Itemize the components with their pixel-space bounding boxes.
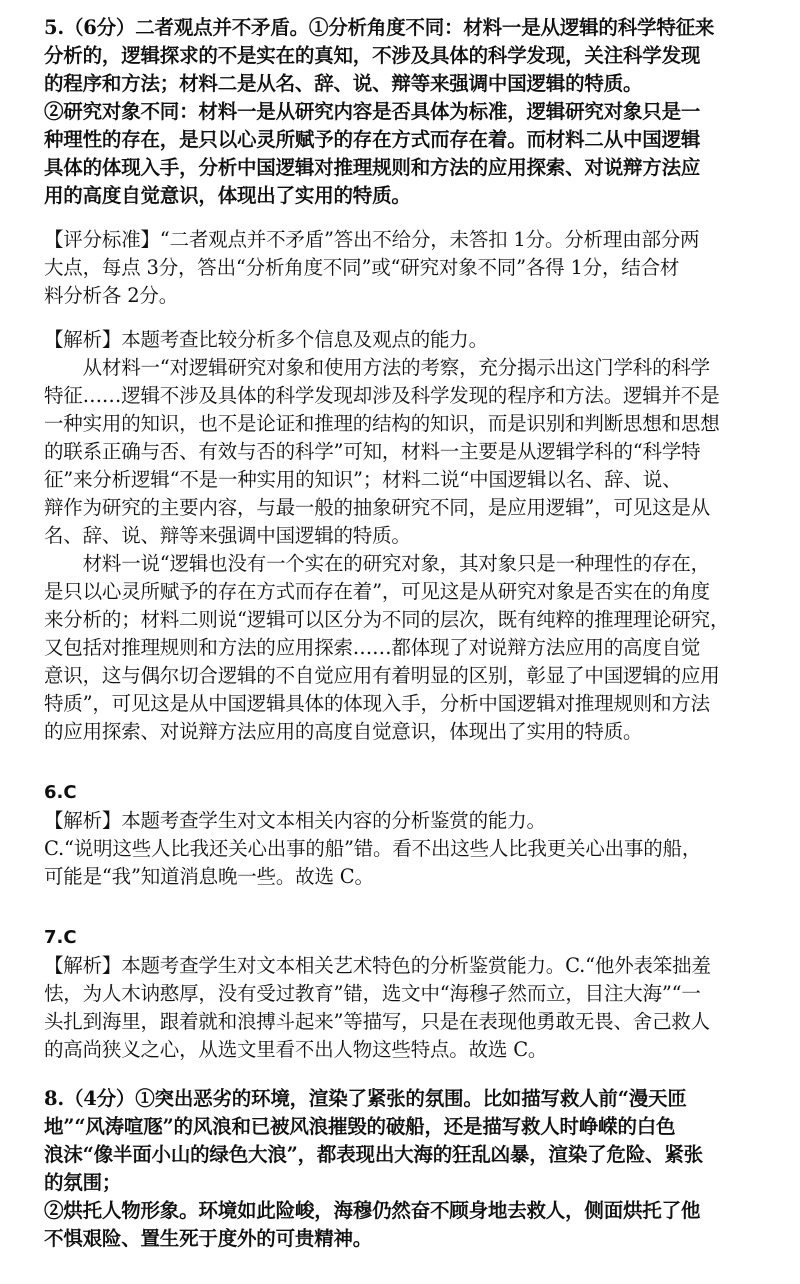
text-line: 特质”，可见这是从中国逻辑具体的体现入手，分析中国逻辑对推理规则和方法 xyxy=(44,692,710,715)
text-line: 一种实用的知识，也不是论证和推理的结构的知识，而是识别和判断思想和思想 xyxy=(44,412,720,435)
text-line: 又包括对推理规则和方法的应用探索……都体现了对说辩方法应用的高度自觉 xyxy=(44,636,701,659)
text-line: 【评分标准】“二者观点并不矛盾”答出不给分，未答扣 1分。分析理由部分两 xyxy=(44,228,700,251)
text-line: 从材料一“对逻辑研究对象和使用方法的考察，充分揭示出这门学科的科学 xyxy=(44,356,710,379)
text-line: 分析的，逻辑探求的不是实在的真知，不涉及具体的科学发现，关注科学发现 xyxy=(44,44,701,67)
q8-answer xyxy=(44,1085,760,1253)
text-line: 名、辞、说、辩等来强调中国逻辑的特质。 xyxy=(44,524,411,547)
text-line: 怯，为人木讷憨厚，没有受过教育”错，选文中“海穆孑然而立，目注大海”“一 xyxy=(44,982,701,1005)
text-line: 材料一说“逻辑也没有一个实在的研究对象，其对象只是一种理性的存在， xyxy=(44,552,710,575)
q5-scoring-criteria xyxy=(44,226,760,310)
text-line: 大点，每点 3分，答出“分析角度不同”或“研究对象不同”各得 1分，结合材 xyxy=(44,256,680,279)
question-number: 7.C xyxy=(44,927,77,948)
q6-section xyxy=(44,779,760,891)
text-line: C.“说明这些人比我还关心出事的船”错。看不出这些人比我更关心出事的船， xyxy=(44,837,702,860)
q7-section xyxy=(44,924,760,1064)
text-line: 可能是“我”知道消息晚一些。故选 C。 xyxy=(44,865,374,888)
text-line: 特征……逻辑不涉及具体的科学发现却涉及科学发现的程序和方法。逻辑并不是 xyxy=(44,384,720,407)
text-line: 种理性的存在，是只以心灵所赋予的存在方式而存在着。而材料二从中国逻辑 xyxy=(44,128,701,151)
text-line: 头扎到海里，跟着就和浪搏斗起来”等描写，只是在表现他勇敢无畏、舍己救人 xyxy=(44,1010,710,1033)
text-line: 不惧艰险、置生死于度外的可贵精神。 xyxy=(44,1227,373,1250)
text-line: 是只以心灵所赋予的存在方式而存在着”，可见这是从研究对象是否实在的角度 xyxy=(44,580,710,603)
text-line: 【解析】本题考查学生对文本相关艺术特色的分析鉴赏能力。C.“他外表笨拙羞 xyxy=(44,954,711,977)
text-line: 的联系正确与否、有效与否的科学”可知，材料一主要是从逻辑学科的“科学特 xyxy=(44,440,701,463)
text-line: 地”“风涛喧豗”的风浪和已被风浪摧毁的破船，还是描写救人时峥嵘的白色 xyxy=(44,1115,676,1138)
text-line: 意识，这与偶尔切合逻辑的不自觉应用有着明显的区别，彰显了中国逻辑的应用 xyxy=(44,664,720,687)
question-number: 6.C xyxy=(44,782,77,803)
text-line: 【解析】本题考查比较分析多个信息及观点的能力。 xyxy=(44,328,488,351)
text-line: ②烘托人物形象。环境如此险峻，海穆仍然奋不顾身地去救人，侧面烘托了他 xyxy=(44,1199,701,1222)
text-line: 料分析各 2分。 xyxy=(44,284,179,307)
text-line: ②研究对象不同：材料一是从研究内容是否具体为标准，逻辑研究对象只是一 xyxy=(44,100,701,123)
text-line: 用的高度自觉意识，体现出了实用的特质。 xyxy=(44,184,411,207)
text-line: 8.（4分）①突出恶劣的环境，渲染了紧张的氛围。比如描写救人前“漫天匝 xyxy=(44,1087,687,1110)
text-line: 的高尚狭义之心，从选文里看不出人物这些特点。故选 C。 xyxy=(44,1038,548,1061)
text-line: 征”来分析逻辑“不是一种实用的知识”；材料二说“中国逻辑以名、辞、说、 xyxy=(44,468,682,491)
text-line: 5.（6分）二者观点并不矛盾。①分析角度不同：材料一是从逻辑的科学特征来 xyxy=(44,16,715,39)
text-line: 浪沫“像半面小山的绿色大浪”，都表现出大海的狂乱凶暴，渲染了危险、紧张 xyxy=(44,1143,703,1166)
text-line: 来分析的；材料二则说“逻辑可以区分为不同的层次，既有纯粹的推理理论研究， xyxy=(44,608,730,631)
answer-page xyxy=(44,14,760,1253)
q5-answer xyxy=(44,14,760,210)
text-line: 【解析】本题考查学生对文本相关内容的分析鉴赏的能力。 xyxy=(44,809,546,832)
text-line: 具体的体现入手，分析中国逻辑对推理规则和方法的应用探索、对说辩方法应 xyxy=(44,156,701,179)
text-line: 的程序和方法；材料二是从名、辞、说、辩等来强调中国逻辑的特质。 xyxy=(44,72,643,95)
text-line: 辩作为研究的主要内容，与最一般的抽象研究不同，是应用逻辑”，可见这是从 xyxy=(44,496,710,519)
text-line: 的应用探索、对说辩方法应用的高度自觉意识，体现出了实用的特质。 xyxy=(44,720,643,743)
q5-analysis xyxy=(44,326,760,746)
text-line: 的氛围； xyxy=(44,1171,122,1194)
